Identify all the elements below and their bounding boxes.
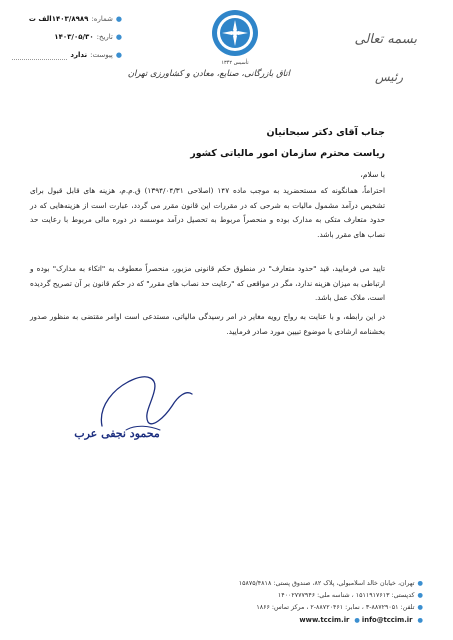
bullet-icon: ● [115, 51, 122, 59]
body-paragraph: در این رابطه، و با عنایت به رواج رویه مغایر در امر رسیدگی مالیاتی، مستدعی است اوامر مقتضی به منظور صدور بخشنامه ارشادی با موضوع تبیین مورد صادر فرمایید. [30, 312, 385, 336]
letter-meta [12, 14, 122, 68]
sender-title: رئیس [374, 70, 403, 84]
letter-attachment-label: پیوست: [90, 51, 113, 59]
letter-number-value: ۱۴۰۳/۸۹۸۹الف ت [28, 15, 89, 23]
footer-address: تهران، خیابان خالد اسلامبولی، پلاک ۸۲، صندوق پستی: ۱۵۸۷۵/۴۸۱۸ [238, 580, 415, 587]
dotted-line [12, 52, 67, 60]
footer-phones: تلفن: ۸۸۷۲۹۰۵۱-۳ ، نمابر: ۸۸۷۲۰۴۶۱-۲ ، مرکز تماس: ۱۸۶۶ [256, 604, 415, 611]
chamber-logo-block [127, 8, 290, 79]
letter-footer [30, 578, 423, 627]
addressee-name: جناب آقای دکتر سبحانیان [266, 127, 385, 138]
footer-phone-line [30, 602, 423, 614]
letter-date-value: ۱۴۰۳/۰۵/۳۰ [54, 33, 94, 41]
letter-attachment-row [12, 50, 122, 61]
addressee-position: ریاست محترم سازمان امور مالیاتی کشور [190, 148, 385, 159]
bullet-icon: ● [417, 592, 423, 599]
letter-attachment-value: ندارد [70, 51, 88, 59]
footer-web-line [30, 614, 423, 627]
footer-postal-line [30, 590, 423, 602]
bullet-icon: ● [354, 617, 360, 624]
chamber-name: اتاق بازرگانی، صنایع، معادن و کشاورزی تهران [127, 69, 290, 79]
body-paragraph: احتراماً، همانگونه که مستحضرید به موجب ماده ۱۴۷ (اصلاحی ۱۳۹۴/۰۴/۳۱) ق.م.م، هزینه های قابل قبول برای تشخیص درآمد مشمول مالیات به شرحی که در مقررات این قانون مقرر می گردد، عبارت است از هزینه‌هایی که در حدود متعارف متکی به مدارک بوده و منحصراً مربوط به تحصیل درآمد موسسه در دوره مالی مربوط با رعایت حد نصاب های مقرر باشد. [30, 186, 385, 239]
greeting: با سلام، [360, 170, 385, 179]
bullet-icon: ● [115, 15, 122, 23]
footer-website[interactable]: www.tccim.ir [299, 616, 350, 624]
footer-email[interactable]: info@tccim.ir [361, 616, 413, 624]
letter-number-row [12, 14, 122, 25]
signer-name: محمود نجفی عرب [74, 427, 160, 440]
chamber-logo-icon [210, 8, 260, 58]
bismillah-heading: بسمه تعالی [354, 32, 417, 47]
established-year: تأسیس ۱۳۴۲ [221, 60, 249, 66]
bullet-icon: ● [417, 580, 423, 587]
bullet-icon: ● [115, 33, 122, 41]
body-paragraph: تایید می فرمایید، قید "حدود متعارف" در منطوق حکم قانونی مزبور، منحصراً معطوف به "اتکاء به مدارک" بوده و ارتباطی به میزان هزینه ندارد، مگر در مواقعی که "رعایت حد نصاب های مقرر" که در حکم قانون بر آن تصریح گردیده است، ملاک عمل باشد. [30, 264, 385, 302]
bullet-icon: ● [417, 604, 423, 611]
letter-number-label: شماره: [91, 15, 113, 23]
footer-address-line [30, 578, 423, 590]
letter-date-label: تاریخ: [96, 33, 113, 41]
letter-date-row [12, 32, 122, 43]
addressee-block [190, 122, 385, 164]
bullet-icon: ● [417, 617, 423, 624]
footer-postal: کدپستی: ۱۵۱۱۹۱۷۶۱۳ ، شناسه ملی: ۱۴۰۰۲۷۷۷۹۴۶ [277, 592, 415, 599]
